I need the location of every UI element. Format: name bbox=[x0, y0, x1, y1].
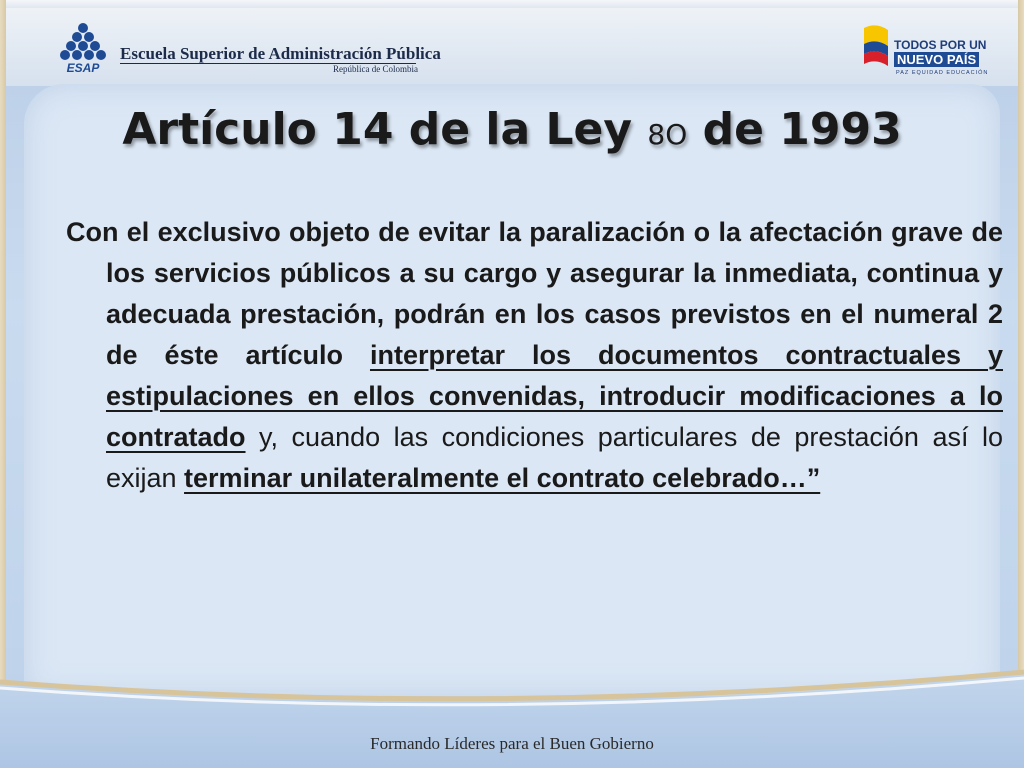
title-year: de 1993 bbox=[687, 104, 902, 155]
article-text-part2: y, cuando las condiciones particulares de prestación así lo exijan bbox=[106, 422, 1003, 493]
article-text-underlined1: interpretar los documentos contractuales y estipulaciones en ellos convenidas, introducir modificaciones a lo contratado bbox=[106, 340, 1003, 452]
frame-top bbox=[0, 0, 1024, 8]
article-text-underlined2: terminar unilateralmente el contrato celebrado…” bbox=[184, 463, 821, 493]
title-main: Artículo 14 de la Ley bbox=[122, 104, 648, 155]
gov-slogan-line1: TODOS POR UN bbox=[894, 38, 987, 52]
esap-logo-text: ESAP bbox=[66, 61, 100, 74]
gov-logo bbox=[858, 24, 989, 78]
article-text bbox=[66, 212, 1003, 499]
institution-name: Escuela Superior de Administración Pública bbox=[120, 44, 441, 63]
colombia-flag-icon bbox=[858, 24, 892, 74]
esap-logo bbox=[52, 22, 114, 74]
slide-title bbox=[0, 104, 1024, 155]
article-text-part1: Con el exclusivo objeto de evitar la paralización o la afectación grave de los servicios públicos a su cargo y asegurar la inmediata, continua y adecuada prestación, podrán en los casos previstos en el numeral 2 de éste artículo bbox=[66, 217, 1003, 370]
gov-slogan-line3: PAZ EQUIDAD EDUCACIÓN bbox=[896, 70, 989, 76]
title-law-number: 8O bbox=[647, 118, 688, 151]
institution-country: República de Colombia bbox=[333, 64, 418, 74]
footer-slogan: Formando Líderes para el Buen Gobierno bbox=[370, 734, 654, 753]
gov-slogan-line2: NUEVO PAÍS bbox=[894, 52, 979, 67]
